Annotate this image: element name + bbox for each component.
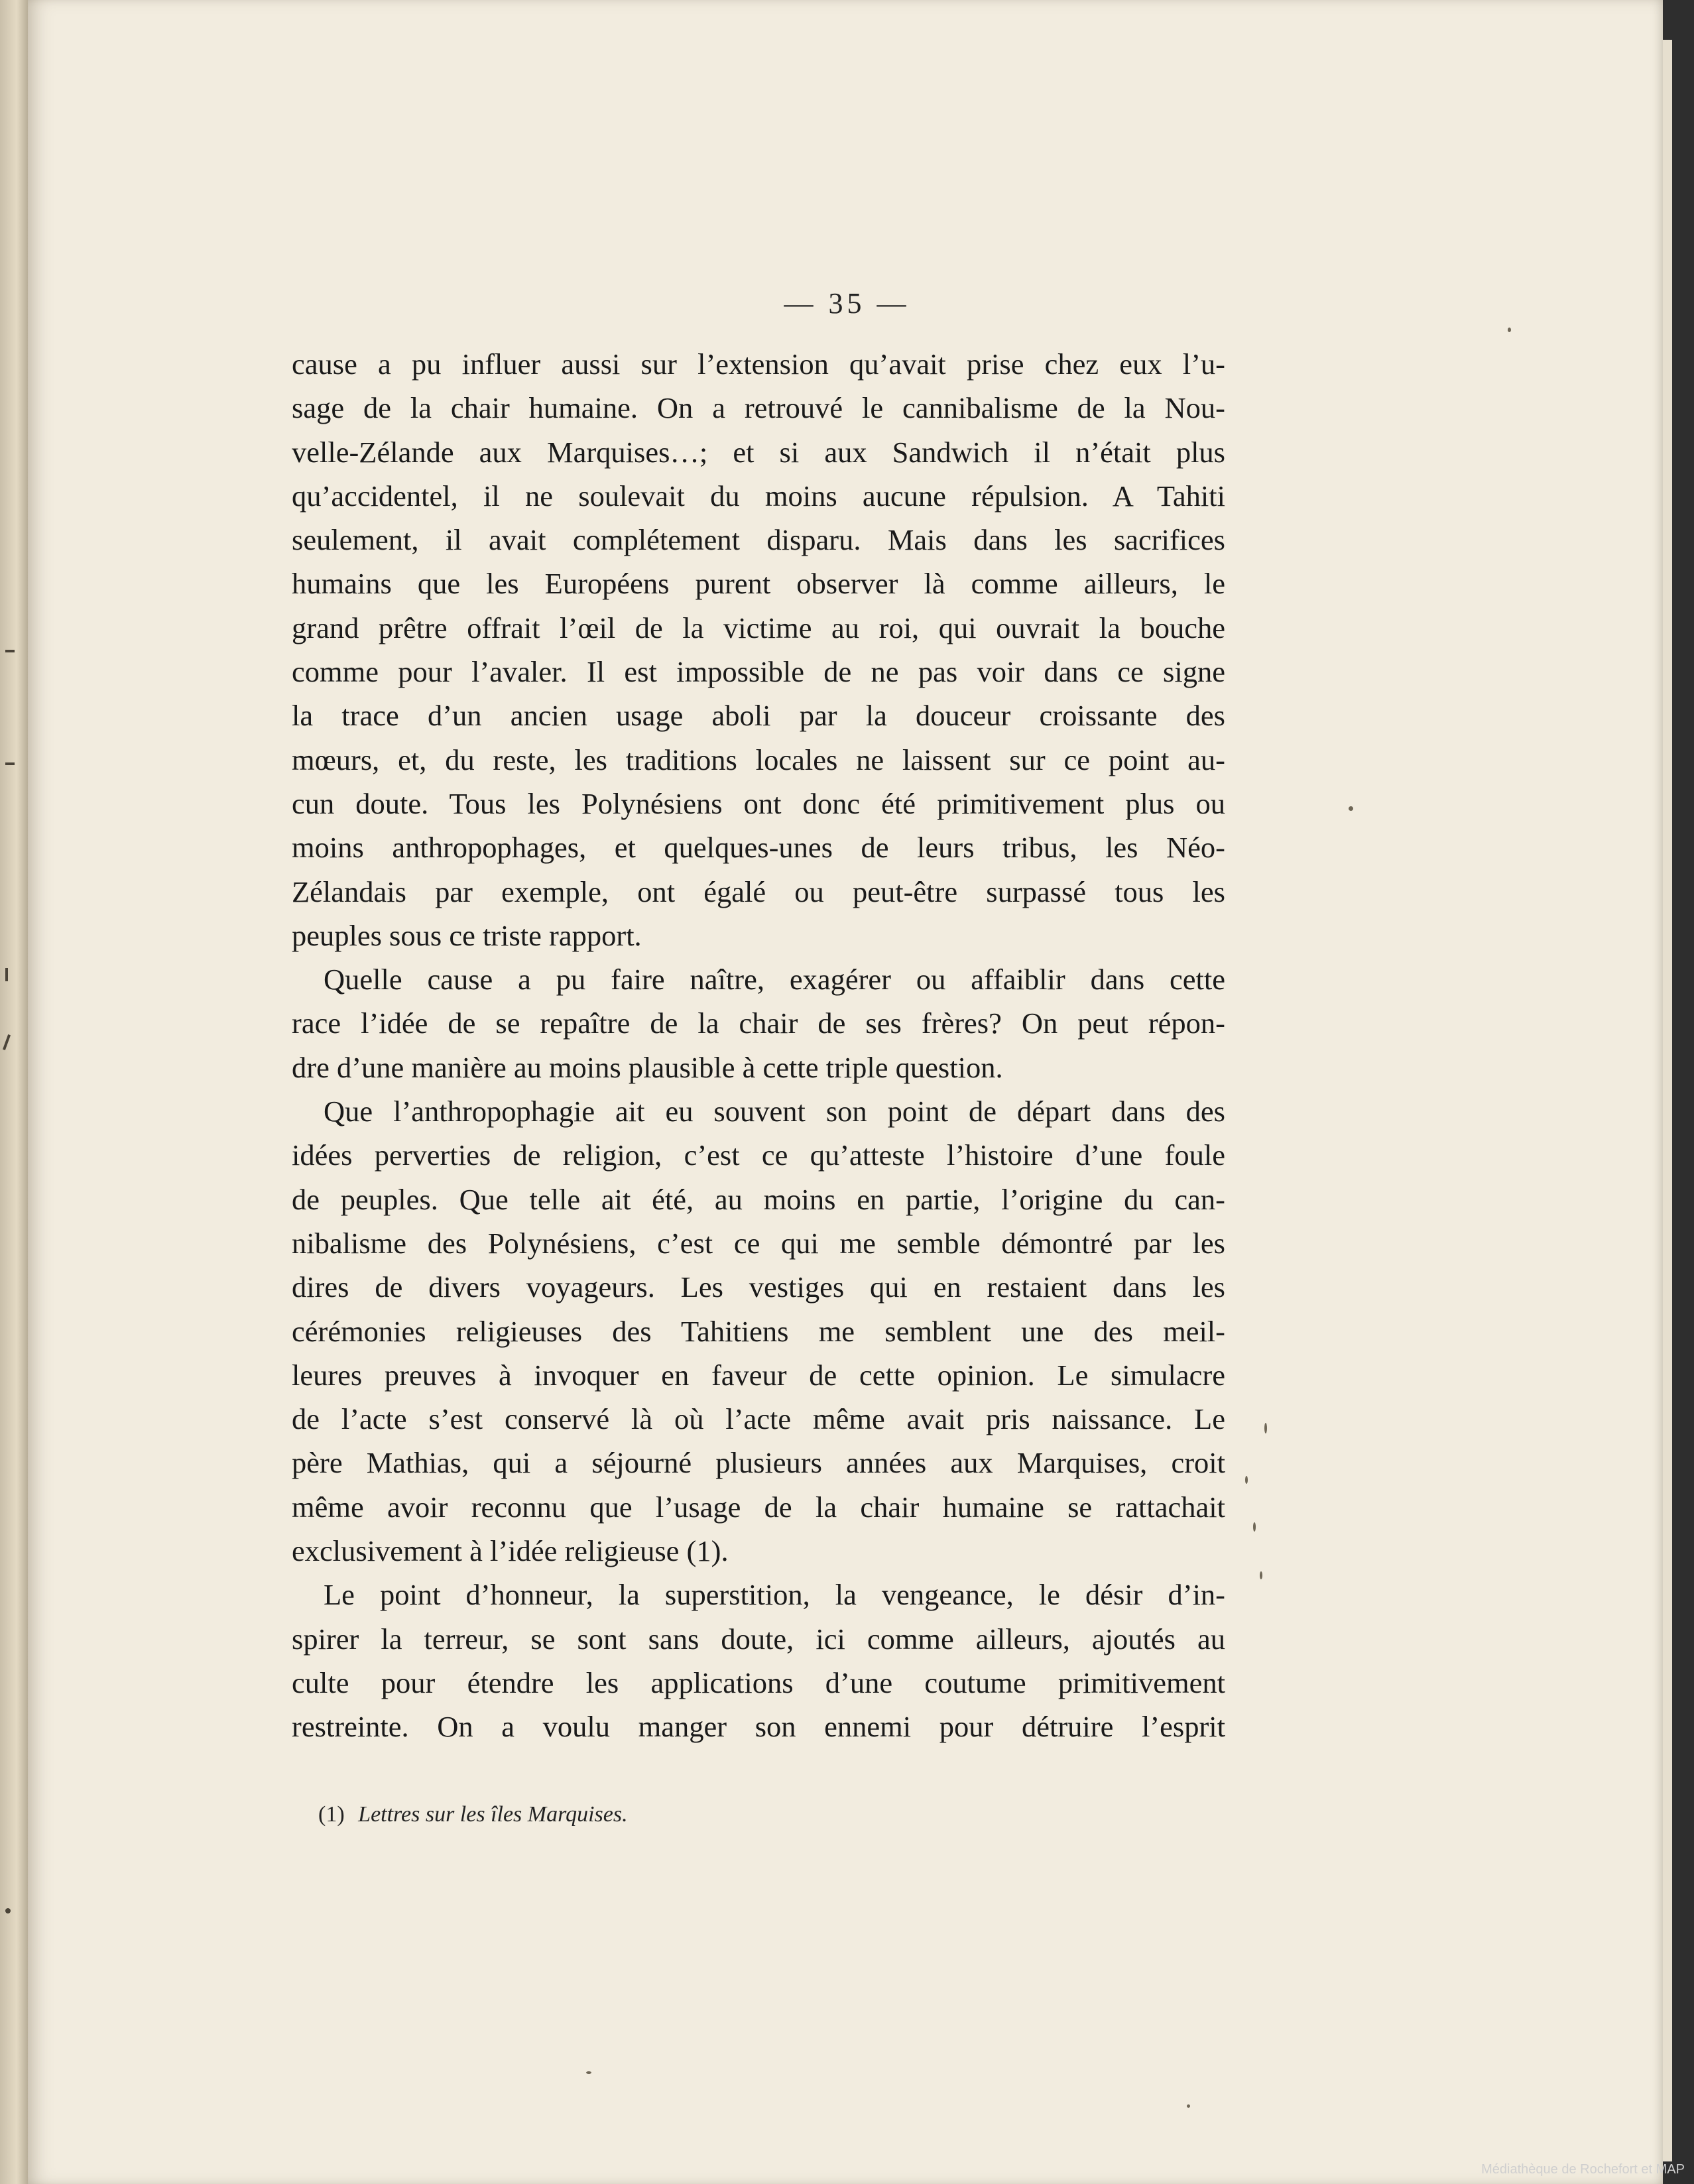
paper-speck <box>1253 1522 1256 1532</box>
binding-mark <box>5 968 8 981</box>
text-line: idées perverties de religion, c’est ce qu’atteste l’histoire d’une foule <box>292 1138 1225 1172</box>
text-line: moins anthropophages, et quelques-unes de leurs tribus, les Néo- <box>292 831 1225 865</box>
text-line: père Mathias, qui a séjourné plusieurs années aux Marquises, croit <box>292 1446 1225 1480</box>
archive-watermark: Médiathèque de Rochefort et MAP <box>1481 2162 1685 2177</box>
body-text <box>292 342 1225 1749</box>
paper-speck <box>586 2071 591 2074</box>
binding-mark <box>5 1908 11 1913</box>
paper-speck <box>1264 1423 1267 1433</box>
paper-speck <box>1245 1476 1248 1484</box>
page-edge <box>1663 40 1672 2161</box>
paper-speck <box>1187 2104 1190 2108</box>
binding-mark <box>3 1034 11 1050</box>
text-line: peuples sous ce triste rapport. <box>292 918 642 952</box>
text-line: comme pour l’avaler. Il est impossible de ne pas voir dans ce signe <box>292 655 1225 689</box>
footnote-title: Lettres sur les îles Marquises. <box>358 1802 628 1827</box>
text-line: seulement, il avait complétement disparu. Mais dans les sacrifices <box>292 523 1225 557</box>
footnote-number: (1) <box>318 1802 345 1827</box>
text-line: qu’accidentel, il ne soulevait du moins aucune répulsion. A Tahiti <box>292 479 1225 513</box>
text-line: cun doute. Tous les Polynésiens ont donc été primitivement plus ou <box>292 786 1225 820</box>
paper-speck <box>1349 806 1353 811</box>
text-line: de peuples. Que telle ait été, au moins en partie, l’origine du can- <box>292 1182 1225 1216</box>
paper-speck <box>1508 328 1511 332</box>
text-line: Quelle cause a pu faire naître, exagérer ou affaiblir dans cette <box>324 963 1225 997</box>
facing-page-edge <box>0 0 28 2184</box>
text-line: cause a pu influer aussi sur l’extension qu’avait prise chez eux l’u- <box>292 347 1225 381</box>
text-line: exclusivement à l’idée religieuse (1). <box>292 1534 729 1568</box>
text-line: leures preuves à invoquer en faveur de cette opinion. Le simulacre <box>292 1358 1225 1392</box>
text-line: race l’idée de se repaître de la chair de ses frères? On peut répon- <box>292 1006 1225 1040</box>
text-line: cérémonies religieuses des Tahitiens me semblent une des meil- <box>292 1314 1225 1348</box>
text-line: spirer la terreur, se sont sans doute, ici comme ailleurs, ajoutés au <box>292 1622 1225 1656</box>
text-line: de l’acte s’est conservé là où l’acte même avait pris naissance. Le <box>292 1402 1225 1436</box>
binding-mark <box>5 650 15 652</box>
text-line: mœurs, et, du reste, les traditions locales ne laissent sur ce point au- <box>292 743 1225 776</box>
text-line: dires de divers voyageurs. Les vestiges qui en restaient dans les <box>292 1270 1225 1304</box>
text-line: grand prêtre offrait l’œil de la victime au roi, qui ouvrait la bouche <box>292 611 1225 644</box>
binding-mark <box>5 762 15 765</box>
footnote <box>318 1802 628 1827</box>
text-line: la trace d’un ancien usage aboli par la douceur croissante des <box>292 699 1225 733</box>
text-line: Le point d’honneur, la superstition, la vengeance, le désir d’in- <box>324 1578 1225 1612</box>
text-line: dre d’une manière au moins plausible à cette triple question. <box>292 1050 1003 1084</box>
text-line: velle-Zélande aux Marquises…; et si aux Sandwich il n’était plus <box>292 435 1225 469</box>
text-line: même avoir reconnu que l’usage de la chair humaine se rattachait <box>292 1490 1225 1524</box>
text-line: nibalisme des Polynésiens, c’est ce qui me semble démontré par les <box>292 1226 1225 1260</box>
text-line: restreinte. On a voulu manger son ennemi pour détruire l’esprit <box>292 1710 1225 1744</box>
text-line: Zélandais par exemple, ont égalé ou peut-être surpassé tous les <box>292 875 1225 908</box>
text-line: humains que les Européens purent observer là comme ailleurs, le <box>292 567 1225 601</box>
page-number: — 35 — <box>784 287 910 320</box>
text-line: sage de la chair humaine. On a retrouvé le cannibalisme de la Nou- <box>292 391 1225 425</box>
text-line: Que l’anthropophagie ait eu souvent son point de départ dans des <box>324 1095 1225 1128</box>
text-line: culte pour étendre les applications d’une coutume primitivement <box>292 1666 1225 1699</box>
paper-speck <box>1260 1571 1262 1579</box>
